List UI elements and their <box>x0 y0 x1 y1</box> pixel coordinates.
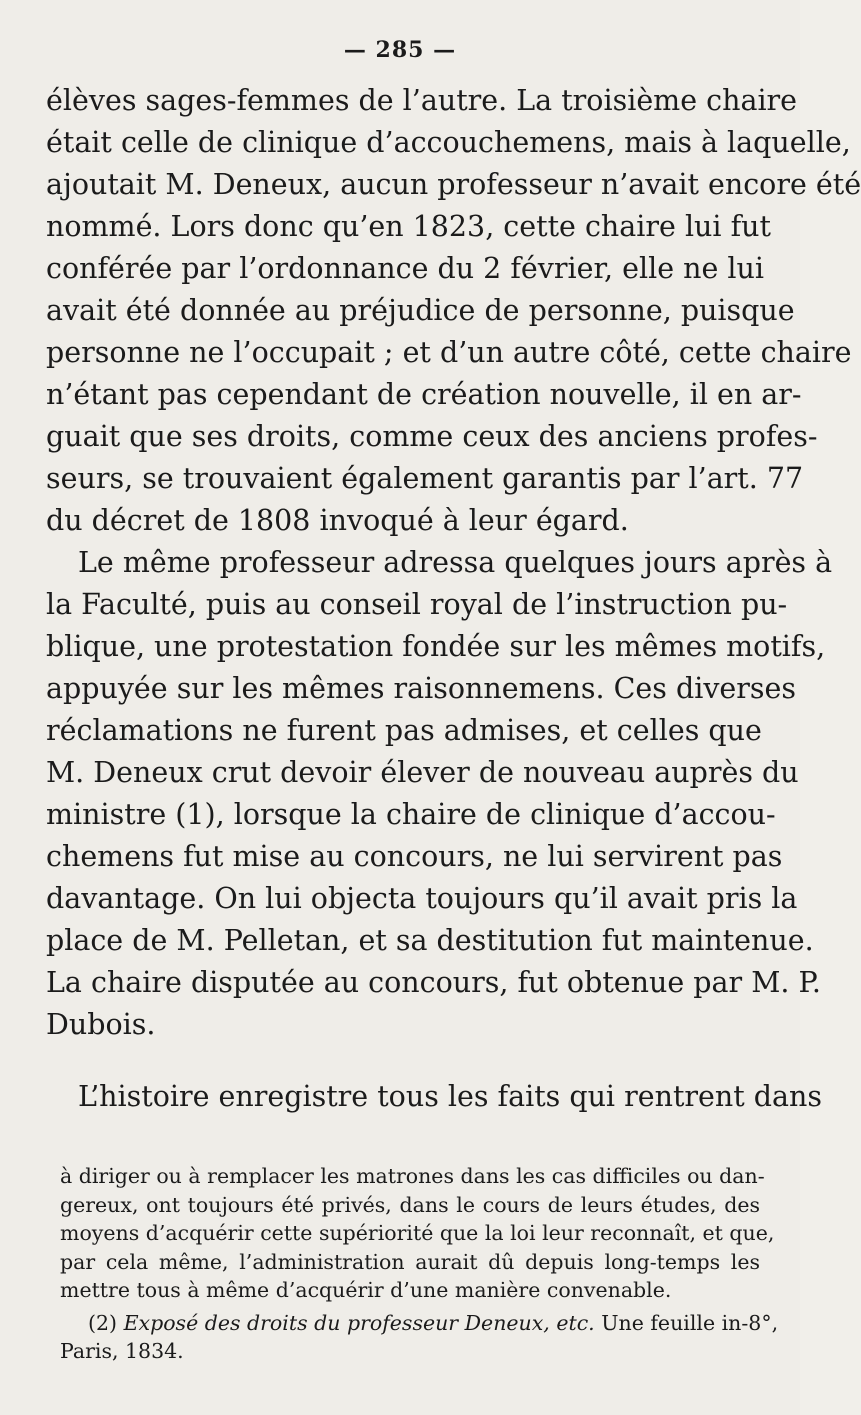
footnote-marker: (2) <box>88 1310 124 1335</box>
footnote-line: par cela même, l’administration aurait dû depuis long-temps les <box>60 1249 760 1274</box>
text-line: La chaire disputée au concours, fut obtenue par M. P. <box>46 966 821 999</box>
paragraph-gap <box>46 1046 758 1076</box>
text-line: seurs, se trouvaient également garantis par l’art. 77 <box>46 462 804 495</box>
paragraph-3 <box>46 1076 822 1118</box>
text-line: Dubois. <box>46 1008 156 1041</box>
text-line: appuyée sur les mêmes raisonnemens. Ces diverses <box>46 672 797 705</box>
text-line: davantage. On lui objecta toujours qu’il avait pris la <box>46 882 798 915</box>
text-line: élèves sages-femmes de l’autre. La troisième chaire <box>46 84 798 117</box>
text-line: conférée par l’ordonnance du 2 février, elle ne lui <box>46 252 764 285</box>
footnote-line: gereux, ont toujours été privés, dans le cours de leurs études, des <box>60 1192 760 1217</box>
text-line: du décret de 1808 invoqué à leur égard. <box>46 504 629 537</box>
footnote-text: Une feuille in-8°, <box>594 1310 779 1335</box>
footnote-line: moyens d’acquérir cette supériorité que la loi leur reconnaît, et que, <box>60 1221 775 1245</box>
footnote-line <box>60 1309 779 1338</box>
text-line: place de M. Pelletan, et sa destitution fut maintenue. <box>46 924 814 957</box>
text-line: ministre (1), lorsque la chaire de clinique d’accou- <box>46 798 776 831</box>
text-line: guait que ses droits, comme ceux des anciens profes- <box>46 420 818 453</box>
main-text <box>46 80 861 1118</box>
footnote-line: à diriger ou à remplacer les matrones dans les cas difficiles ou dan- <box>60 1164 765 1188</box>
footnote-line: mettre tous à même d’acquérir d’une manière convenable. <box>60 1278 672 1302</box>
text-line: la Faculté, puis au conseil royal de l’instruction pu- <box>46 588 788 621</box>
page-number: — 285 — <box>343 37 457 63</box>
text-line: chemens fut mise au concours, ne lui servirent pas <box>46 840 783 873</box>
text-line: nommé. Lors donc qu’en 1823, cette chaire lui fut <box>46 210 771 243</box>
footnotes <box>60 1162 779 1366</box>
text-line: était celle de clinique d’accouchemens, mais à laquelle, <box>46 126 851 159</box>
text-line: personne ne l’occupait ; et d’un autre côté, cette chaire <box>46 336 852 369</box>
text-line: blique, une protestation fondée sur les mêmes motifs, <box>46 630 826 663</box>
text-line: réclamations ne furent pas admises, et celles que <box>46 714 762 747</box>
text-line: L’histoire enregistre tous les faits qui rentrent dans <box>78 1080 822 1113</box>
text-line: ajoutait M. Deneux, aucun professeur n’avait encore été <box>46 168 861 201</box>
paragraph-2 <box>46 542 833 1046</box>
footnote-line: Paris, 1834. <box>60 1339 184 1363</box>
footnote-2 <box>60 1309 779 1366</box>
footnote-title: Exposé des droits du professeur Deneux, etc. <box>123 1310 595 1335</box>
text-line: Le même professeur adressa quelques jours après à <box>78 546 833 579</box>
text-line: avait été donnée au préjudice de personne, puisque <box>46 294 795 327</box>
paragraph-1 <box>46 80 861 542</box>
footnote-continuation <box>60 1162 775 1305</box>
text-line: M. Deneux crut devoir élever de nouveau auprès du <box>46 756 799 789</box>
text-line: n’étant pas cependant de création nouvelle, il en ar- <box>46 378 802 411</box>
